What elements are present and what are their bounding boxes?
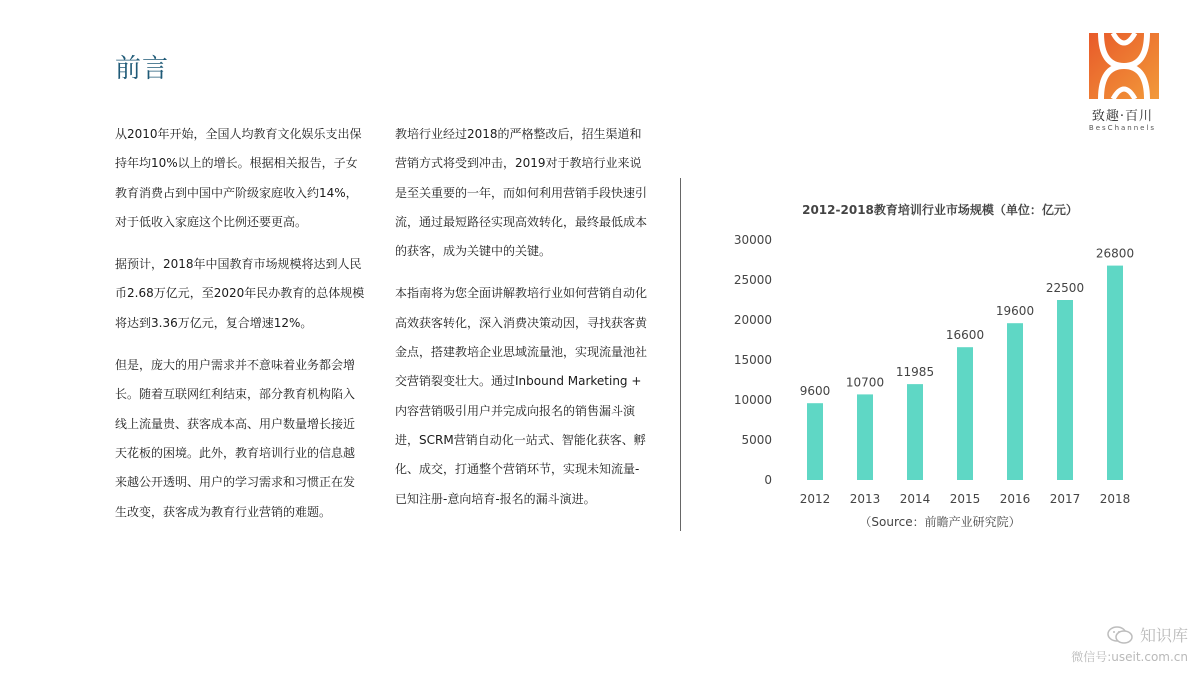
paragraph: 本指南将为您全面讲解教培行业如何营销自动化高效获客转化，深入消费决策动因，寻找获客黄金点，搭建教培企业思域流量池，实现流量池社交营销裂变壮大。通过Inbound Marketing + 内容营销吸引用户并完成向报名的销售漏斗演进，SCRM营销自动化一站式、智能化获客、孵化、成交，打通整个营销环节，实现未知流量-已知注册-意向培育-报名的漏斗演进。 <box>395 286 648 506</box>
bar-value-label: 19600 <box>995 304 1035 319</box>
x-tick-label: 2014 <box>899 492 931 506</box>
bar-value-label: 26800 <box>1095 246 1135 261</box>
bar <box>907 384 923 480</box>
paragraph: 从2010年开始，全国人均教育文化娱乐支出保持年均10%以上的增长。根据相关报告，子女教育消费占到中国中产阶级家庭收入约14%，对于低收入家庭这个比例还要更高。 <box>115 127 362 229</box>
watermark <box>1071 623 1188 665</box>
bar <box>807 403 823 480</box>
bar-value-label: 16600 <box>945 328 985 343</box>
chart-source: （Source：前瞻产业研究院） <box>859 515 1021 529</box>
x-tick-label: 2018 <box>1099 492 1131 506</box>
vertical-divider <box>680 178 681 531</box>
bar <box>1107 266 1123 480</box>
brand-logo <box>1085 33 1160 132</box>
paragraph: 教培行业经过2018的严格整改后，招生渠道和营销方式将受到冲击，2019对于教培行业来说是至关重要的一年，而如何利用营销手段快速引流，通过最短路径实现高效转化，最终最低成本的获客，成为关键中的关键。 <box>395 127 648 259</box>
market-size-bar-chart <box>720 190 1160 540</box>
chart-title: 2012-2018教育培训行业市场规模（单位：亿元） <box>802 203 1078 217</box>
bar-value-label: 10700 <box>845 375 885 390</box>
paragraph: 但是，庞大的用户需求并不意味着业务都会增长。随着互联网红利结束，部分教育机构陷入线上流量贵、获客成本高、用户数量增长接近天花板的困境。此外，教育培训行业的信息越来越公开透明、用户的学习需求和习惯正在发生改变，获客成为教育行业营销的难题。 <box>115 358 356 519</box>
watermark-subtitle: 微信号:useit.com.cn <box>1071 650 1188 664</box>
y-tick-label: 20000 <box>733 313 772 327</box>
logo-mark-icon <box>1089 33 1159 99</box>
x-tick-label: 2016 <box>999 492 1031 506</box>
intro-column-middle <box>395 120 650 527</box>
paragraph: 据预计，2018年中国教育市场规模将达到人民币2.68万亿元，至2020年民办教育的总体规模将达到3.36万亿元，复合增速12%。 <box>115 257 365 330</box>
x-tick-label: 2017 <box>1049 492 1081 506</box>
intro-column-left <box>115 120 365 540</box>
y-tick-label: 0 <box>764 473 772 487</box>
y-tick-label: 10000 <box>733 393 772 407</box>
y-tick-label: 15000 <box>733 353 772 367</box>
bar-value-label: 9600 <box>799 384 831 399</box>
bar <box>957 347 973 480</box>
x-tick-label: 2012 <box>799 492 831 506</box>
wechat-icon <box>1106 625 1134 645</box>
logo-name: 致趣·百川 <box>1091 109 1154 124</box>
y-tick-label: 30000 <box>733 233 772 247</box>
x-tick-label: 2013 <box>849 492 881 506</box>
y-tick-label: 5000 <box>741 433 772 447</box>
bar <box>1057 300 1073 480</box>
y-tick-label: 25000 <box>733 273 772 287</box>
x-tick-label: 2015 <box>949 492 981 506</box>
watermark-title: 知识库 <box>1139 626 1188 645</box>
bar-value-label: 11985 <box>895 365 935 380</box>
page-title: 前言 <box>115 54 170 84</box>
logo-subtitle: BesChannels <box>1088 124 1157 132</box>
bar-value-label: 22500 <box>1045 281 1085 295</box>
bar <box>857 394 873 480</box>
bar <box>1007 323 1023 480</box>
